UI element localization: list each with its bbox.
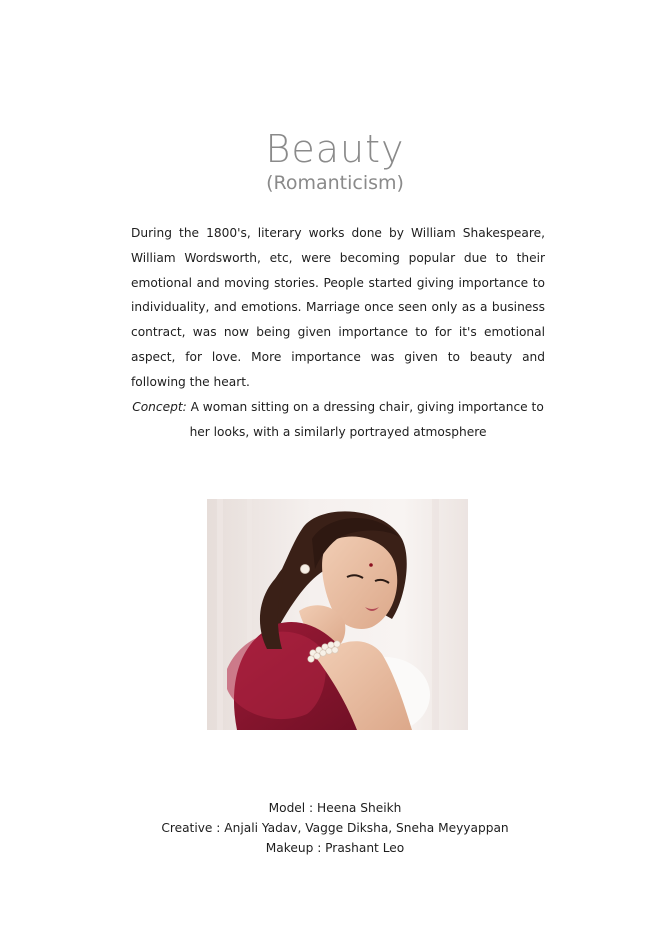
page-title: Beauty [265, 127, 405, 171]
concept-paragraph [131, 395, 545, 444]
credits [0, 798, 670, 858]
credit-model: Model : Heena Sheikh [268, 801, 402, 815]
credit-creative: Creative : Anjali Yadav, Vagge Diksha, Sneha Meyyappan [161, 821, 509, 835]
page-subtitle: (Romanticism) [266, 172, 404, 194]
body-paragraph: During the 1800's, literary works done by William Shakespeare, William Wordsworth, etc, were becoming popular due to their emotional and moving stories. People started giving importance to individuality, and emotions. Marriage once seen only as a business contract, was now being given importance to for it's emotional aspect, for love. More importance was given to beauty and following the heart. [131, 226, 545, 389]
model-photo-illustration [207, 499, 468, 730]
model-photo [207, 499, 468, 730]
credit-makeup: Makeup : Prashant Leo [265, 841, 405, 855]
concept-label: Concept: [132, 400, 187, 414]
concept-text: A woman sitting on a dressing chair, giving importance to her looks, with a similarly portrayed atmosphere [186, 400, 544, 439]
